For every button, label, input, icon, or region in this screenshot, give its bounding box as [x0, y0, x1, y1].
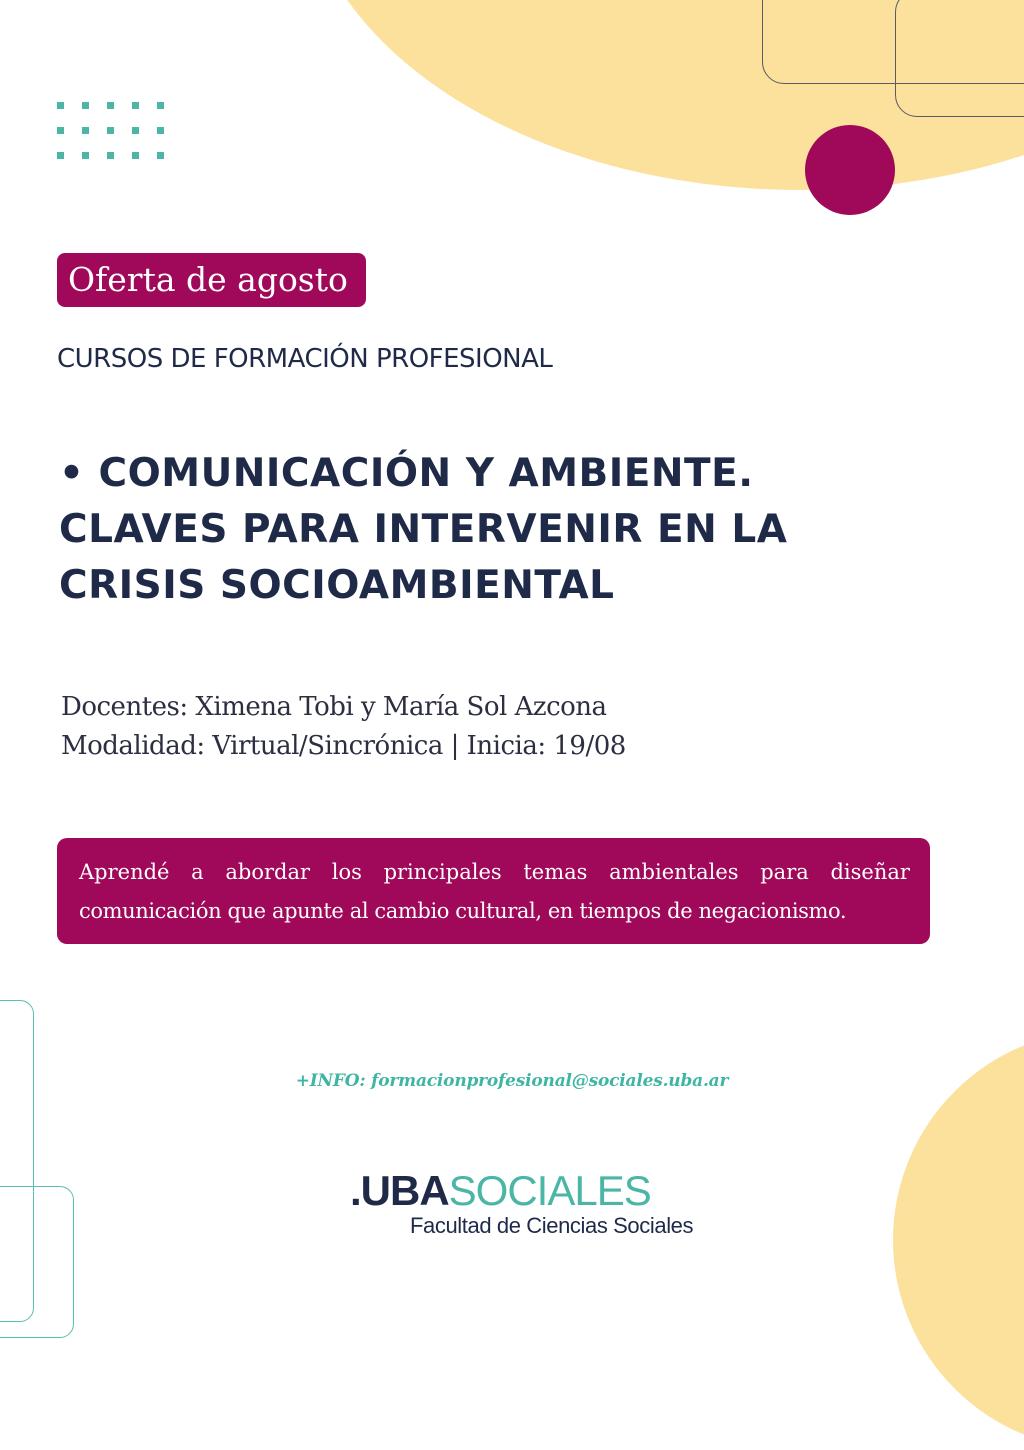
grid-dot [82, 127, 89, 134]
description-line-1 [79, 853, 910, 892]
section-subtitle: CURSOS DE FORMACIÓN PROFESIONAL [57, 344, 553, 374]
grid-dot [157, 152, 164, 159]
grid-dot [57, 102, 64, 109]
grid-dot [107, 152, 114, 159]
offer-badge: Oferta de agosto [57, 253, 366, 307]
grid-dot [157, 127, 164, 134]
description-box [57, 838, 930, 944]
description-word: principales [383, 860, 502, 884]
description-word: Aprendé [79, 860, 170, 884]
teal-frame-bottom-2 [0, 1186, 74, 1338]
faculty-name: Facultad de Ciencias Sociales [410, 1213, 694, 1238]
course-title-line: • COMUNICACIÓN Y AMBIENTE. [59, 451, 754, 496]
description-word: a [191, 860, 204, 884]
description-word: para [760, 860, 809, 884]
grid-dot [157, 102, 164, 109]
description-word: ambientales [609, 860, 739, 884]
grid-dot [132, 152, 139, 159]
description-word: abordar [225, 860, 311, 884]
grid-dot [107, 102, 114, 109]
description-word: los [331, 860, 362, 884]
logo-uba-text: .UBA [350, 1167, 449, 1214]
description-line-2: comunicación que apunte al cambio cultural, en tiempos de negacionismo. [79, 899, 847, 923]
course-title-line: CRISIS SOCIOAMBIENTAL [59, 563, 615, 608]
dot-grid-decoration [57, 102, 167, 162]
outline-frame-top-2 [895, 0, 1024, 117]
yellow-blob-bottom [893, 1030, 1024, 1450]
uba-sociales-logo [350, 1167, 651, 1215]
grid-dot [82, 102, 89, 109]
magenta-circle [805, 125, 895, 215]
grid-dot [57, 127, 64, 134]
info-email[interactable]: +INFO: formacionprofesional@sociales.uba.ar [295, 1071, 729, 1091]
description-word: diseñar [830, 860, 910, 884]
grid-dot [132, 102, 139, 109]
logo-sociales-text: SOCIALES [448, 1167, 651, 1214]
course-title [59, 446, 959, 614]
description-word: temas [523, 860, 588, 884]
grid-dot [82, 152, 89, 159]
grid-dot [57, 152, 64, 159]
modality-line: Modalidad: Virtual/Sincrónica | Inicia: 19/08 [61, 731, 626, 761]
course-title-line: CLAVES PARA INTERVENIR EN LA [59, 507, 788, 552]
grid-dot [107, 127, 114, 134]
teachers-line: Docentes: Ximena Tobi y María Sol Azcona [61, 692, 607, 722]
course-details [61, 688, 626, 766]
grid-dot [132, 127, 139, 134]
